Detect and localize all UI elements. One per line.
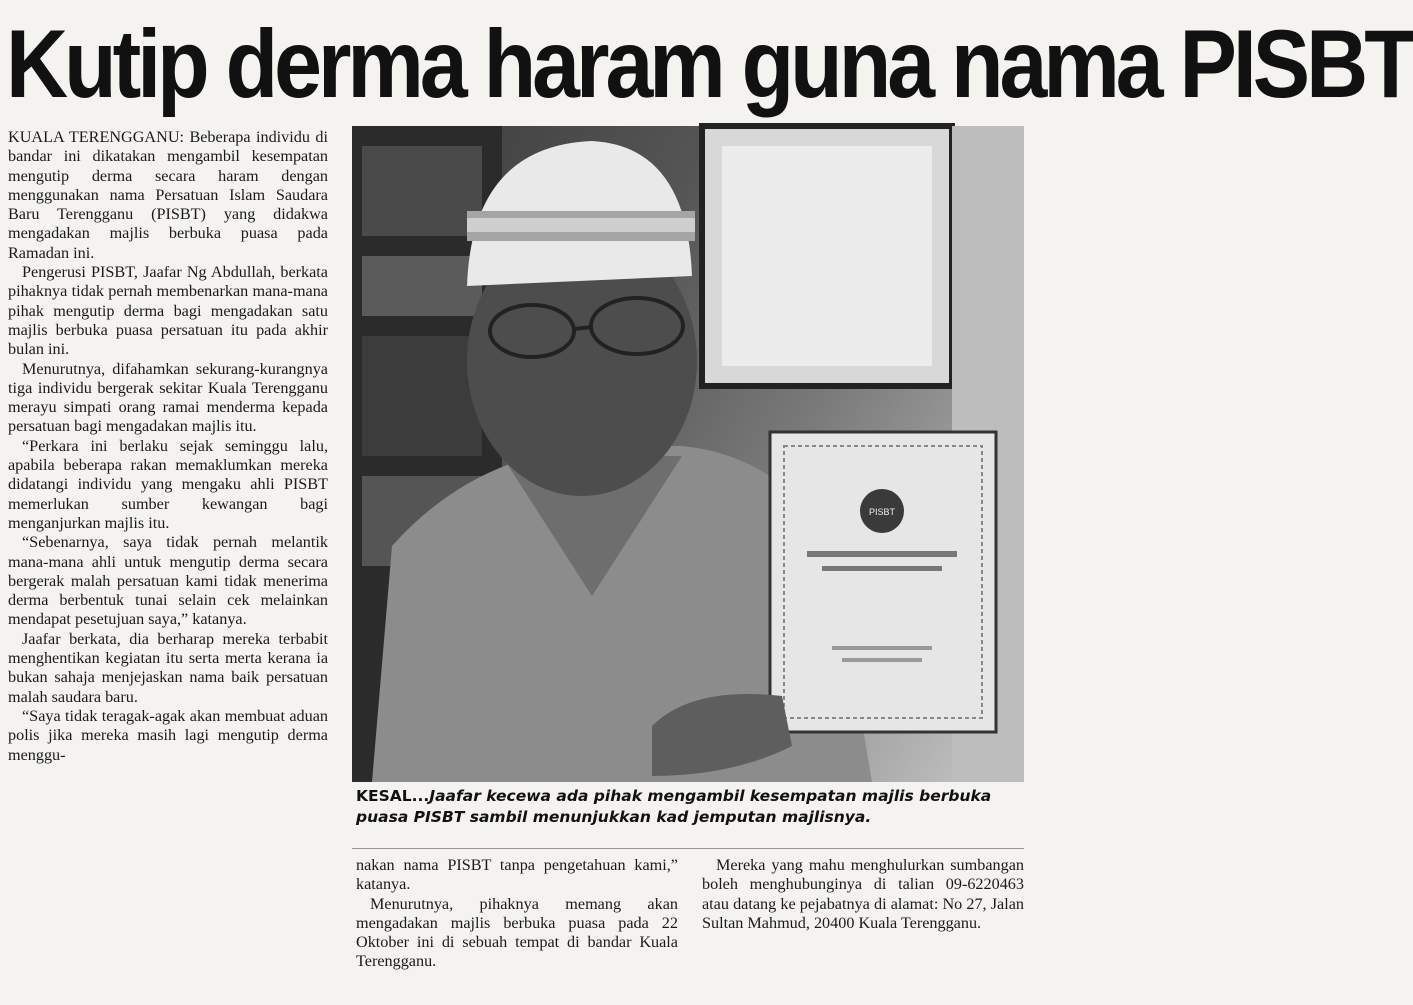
divider — [352, 848, 1024, 849]
headline: Kutip derma haram guna nama PISBT — [6, 10, 1413, 119]
paragraph: Menurutnya, difahamkan sekurang-kurangnya tiga individu bergerak sekitar Kuala Terengganu merayu simpati orang ramai menderma kepada persatuan bagi mengadakan majlis itu. — [8, 359, 328, 436]
paragraph: “Saya tidak teragak-agak akan membuat aduan polis jika mereka masih lagi mengutip derma menggu- — [8, 706, 328, 764]
article-column-2 — [356, 856, 678, 972]
paragraph: Jaafar berkata, dia berharap mereka terbabit menghentikan kegiatan itu serta merta kerana ia bukan sahaja menjejaskan nama baik persatuan malah saudara baru. — [8, 629, 328, 706]
photo-caption — [356, 786, 1024, 828]
paragraph: “Sebenarnya, saya tidak pernah melantik mana-mana ahli untuk mengutip derma secara bergerak malah persatuan kami tidak menerima derma berbentuk tunai selain cek melainkan mendapat pesetujuan saya,” katanya. — [8, 533, 328, 629]
paragraph: nakan nama PISBT tanpa pengetahuan kami,” katanya. — [356, 856, 678, 894]
article-column-1 — [8, 128, 328, 765]
paragraph: Menurutnya, pihaknya memang akan mengadakan majlis berbuka puasa pada 22 Oktober ini di sebuah tempat di bandar Kuala Terengganu. — [356, 894, 678, 971]
photo-illustration — [352, 126, 1024, 782]
card-logo-text: PISBT — [868, 507, 896, 517]
paragraph: “Perkara ini berlaku sejak seminggu lalu, apabila beberapa rakan memaklumkan mereka didatangi individu yang mengaku ahli PISBT memerlukan sumber kewangan bagi menganjurkan majlis itu. — [8, 436, 328, 532]
article-column-3 — [702, 856, 1024, 933]
caption-keyword: KESAL... — [356, 787, 430, 805]
caption-text: Jaafar kecewa ada pihak mengambil kesempatan majlis berbuka puasa PISBT sambil menunjukkan kad jemputan majlisnya. — [356, 787, 992, 826]
paragraph: Pengerusi PISBT, Jaafar Ng Abdullah, berkata pihaknya tidak pernah membenarkan mana-mana pihak mengutip derma bagi mengadakan satu majlis berbuka puasa persatuan itu pada akhir bulan ini. — [8, 263, 328, 359]
news-photo — [352, 126, 1024, 782]
paragraph: KUALA TERENGGANU: Beberapa individu di bandar ini dikatakan mengambil kesempatan mengutip derma secara haram dengan menggunakan nama Persatuan Islam Saudara Baru Terengganu (PISBT) yang didakwa mengadakan majlis berbuka puasa pada Ramadan ini. — [8, 128, 328, 262]
paragraph: Mereka yang mahu menghulurkan sumbangan boleh menghubunginya di talian 09-6220463 atau datang ke pejabatnya di alamat: No 27, Jalan Sultan Mahmud, 20400 Kuala Terengganu. — [702, 856, 1024, 932]
